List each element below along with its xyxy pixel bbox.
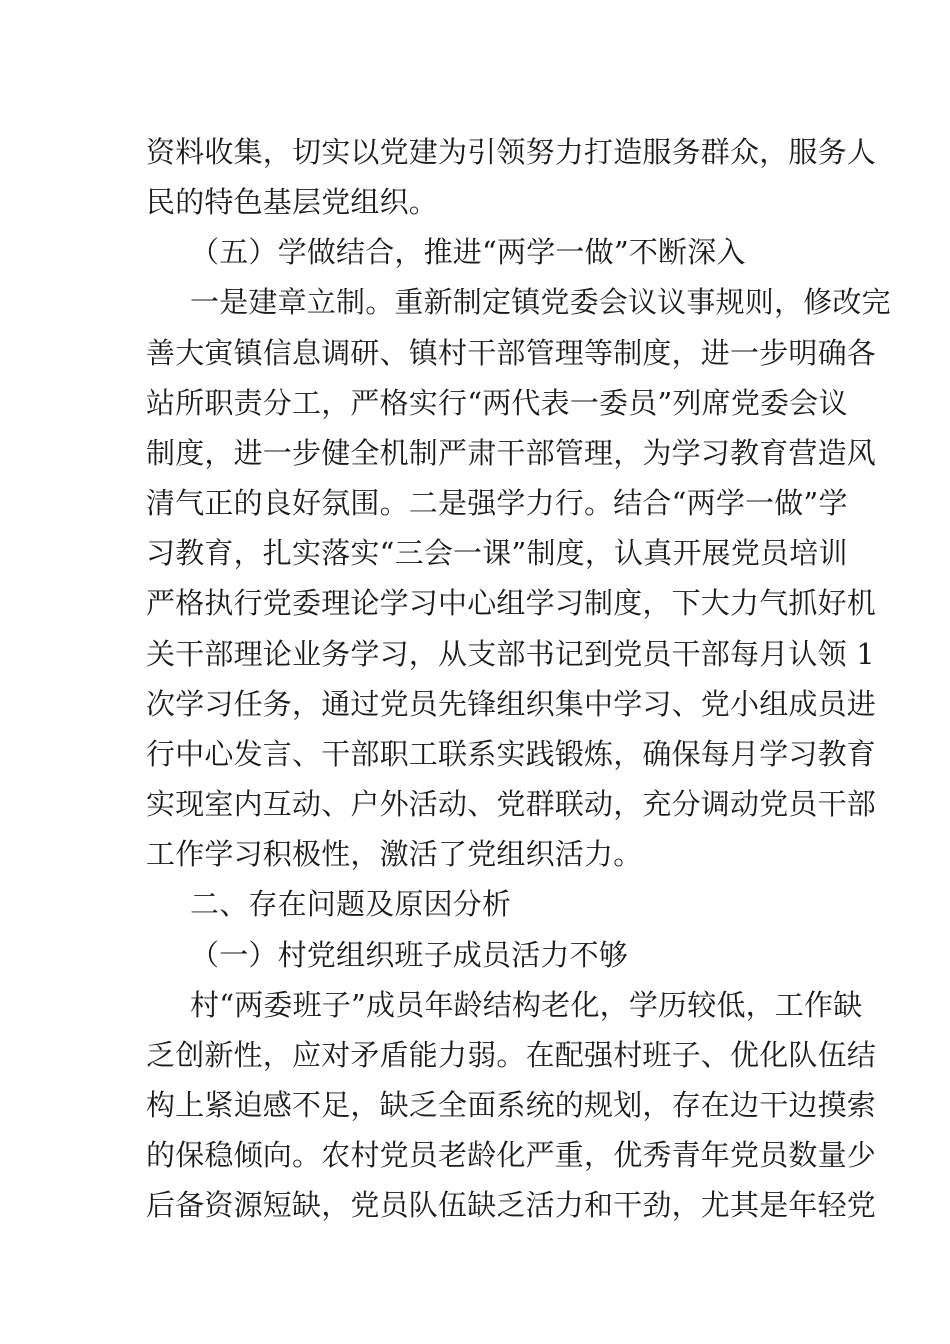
body-text-line: 行中心发言、干部职工联系实践锻炼，确保每月学习教育 (146, 737, 877, 771)
body-text-line: 的保稳倾向。农村党员老龄化严重，优秀青年党员数量少 (146, 1138, 877, 1172)
body-text-line: 严格执行党委理论学习中心组学习制度，下大力气抓好机 (146, 586, 877, 620)
body-text-line: 实现室内互动、户外活动、党群联动，充分调动党员干部 (146, 787, 877, 821)
subsection-heading: （一）村党组织班子成员活力不够 (190, 938, 629, 972)
section-heading: （五）学做结合，推进“两学一做”不断深入 (190, 235, 746, 269)
body-text-line: 善大寅镇信息调研、镇村干部管理等制度，进一步明确各 (146, 336, 877, 370)
body-text-line: 构上紧迫感不足，缺乏全面系统的规划，存在边干边摸索 (146, 1088, 877, 1122)
body-text-line: 村“两委班子”成员年龄结构老化，学历较低，工作缺 (190, 988, 863, 1022)
body-text-line: 后备资源短缺，党员队伍缺乏活力和干劲，尤其是年轻党 (146, 1188, 877, 1222)
body-text-line: 一是建章立制。重新制定镇党委会议议事规则，修改完 (190, 285, 891, 319)
body-text-line: 习教育，扎实落实“三会一课”制度，认真开展党员培训 (146, 536, 848, 570)
body-text-line: 资料收集，切实以党建为引领努力打造服务群众，服务人 (146, 135, 877, 169)
body-text-line: 工作学习积极性，激活了党组织活力。 (146, 837, 643, 871)
body-text-line: 次学习任务，通过党员先锋组织集中学习、党小组成员进 (146, 687, 877, 721)
body-text-line: 民的特色基层党组织。 (146, 185, 439, 219)
body-text-line: 关干部理论业务学习，从支部书记到党员干部每月认领 1 (146, 637, 875, 671)
body-text-line: 乏创新性，应对矛盾能力弱。在配强村班子、优化队伍结 (146, 1038, 877, 1072)
body-text-line: 清气正的良好氛围。二是强学力行。结合“两学一做”学 (146, 486, 848, 520)
section-heading: 二、存在问题及原因分析 (190, 887, 512, 921)
body-text-line: 站所职责分工，严格实行“两代表一委员”列席党委会议 (146, 386, 848, 420)
body-text-line: 制度，进一步健全机制严肃干部管理，为学习教育营造风 (146, 436, 877, 470)
